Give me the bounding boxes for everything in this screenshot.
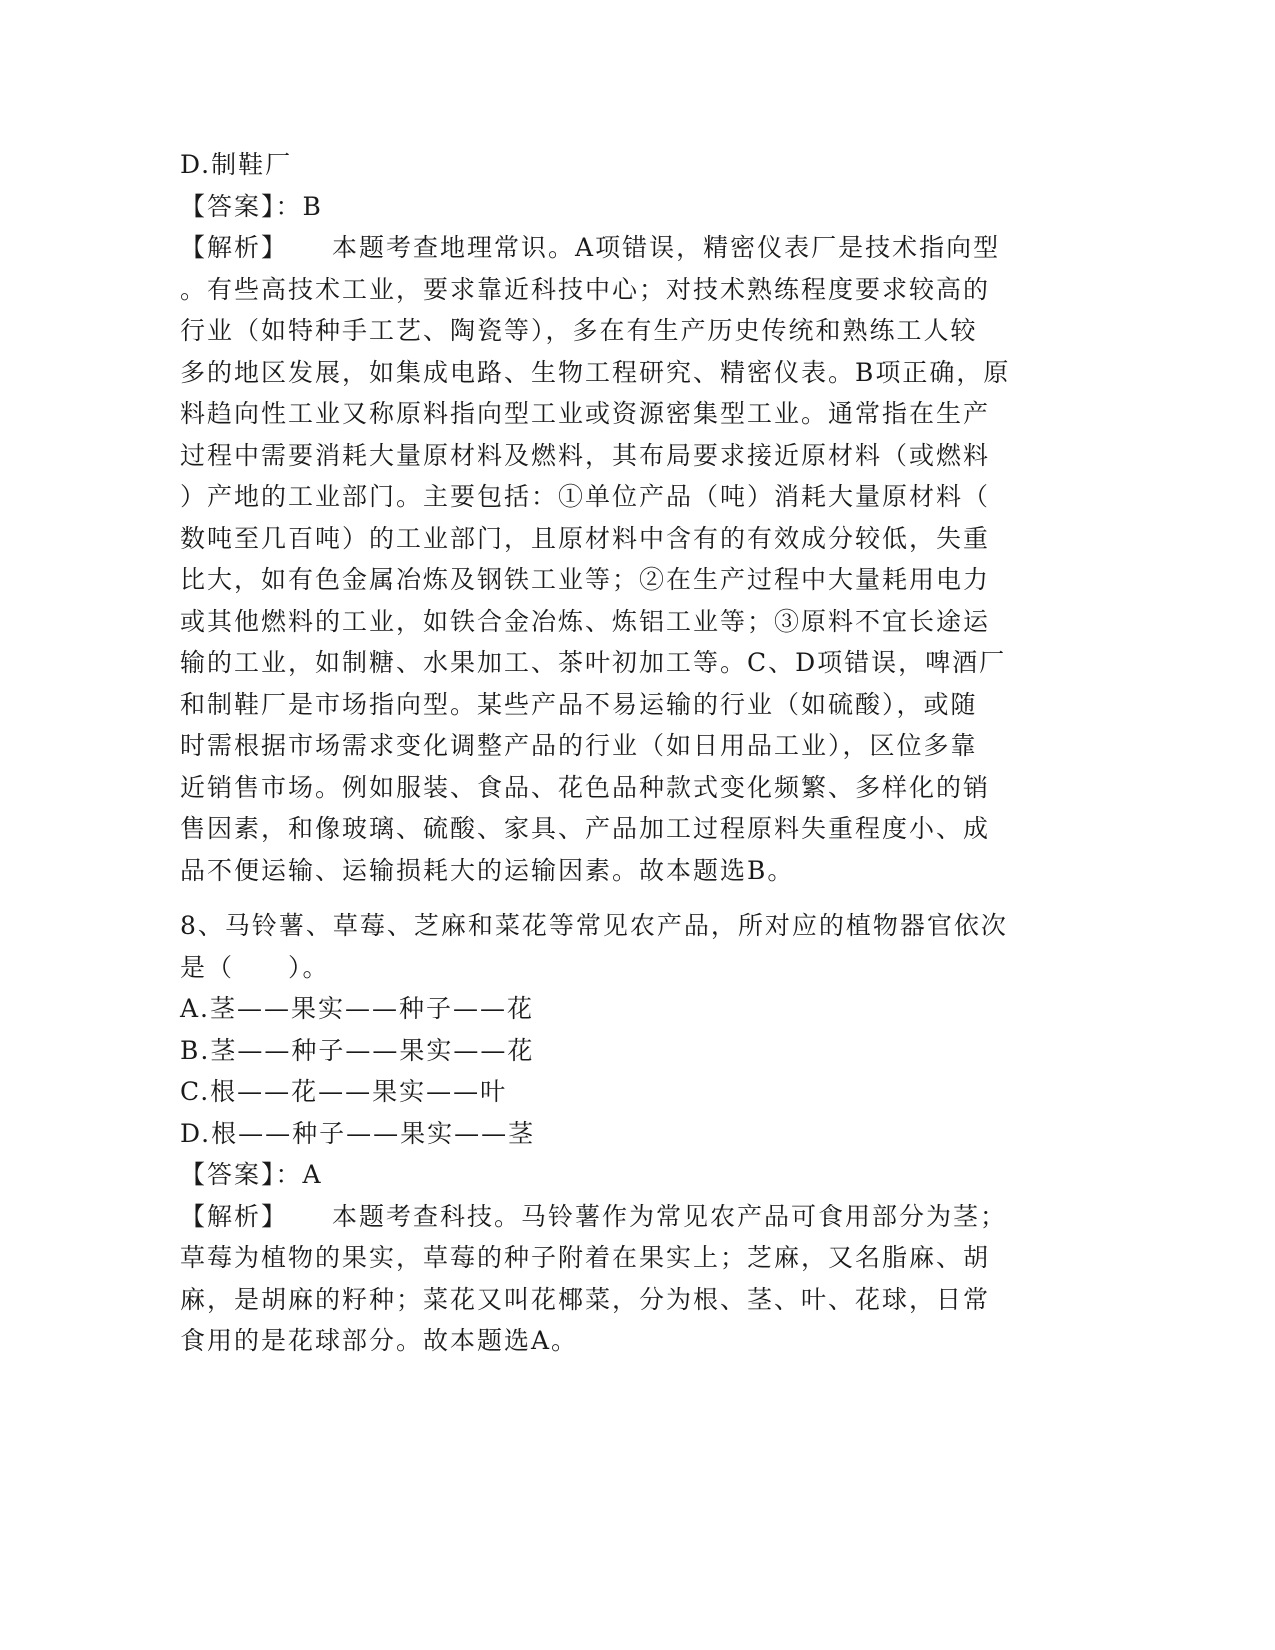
option-c: C.根——花——果实——叶 [180,1077,508,1106]
analysis-text: 输的工业，如制糖、水果加工、茶叶初加工等。C、D项错误，啤酒厂 [180,648,1007,677]
analysis-text: 料趋向性工业又称原料指向型工业或资源密集型工业。通常指在生产 [180,399,991,428]
analysis-label: 【解析】 [180,233,289,262]
answer-label: 【答案】 [180,191,276,221]
analysis-text: 行业（如特种手工艺、陶瓷等），多在有生产历史传统和熟练工人较 [180,316,978,345]
analysis-text: 。有些高技术工业，要求靠近科技中心；对技术熟练程度要求较高的 [180,274,991,304]
analysis-text: 过程中需要消耗大量原材料及燃料，其布局要求接近原材料（或燃料 [180,440,991,470]
question-7-section [180,144,1060,891]
analysis-text: 近销售市场。例如服装、食品、花色品种款式变化频繁、多样化的销 [180,772,991,802]
analysis-text: 数吨至几百吨）的工业部门，且原材料中含有的有效成分较低，失重 [180,523,991,553]
analysis-text: 本题考查科技。马铃薯作为常见农产品可食用部分为茎； [332,1201,1008,1231]
analysis-text: 麻，是胡麻的籽种；菜花又叫花椰菜，分为根、茎、叶、花球，日常 [180,1284,991,1314]
document-page [180,144,1060,1362]
answer-line [180,1154,1060,1196]
question-8-section [180,905,1060,1362]
analysis-text: ）产地的工业部门。主要包括：①单位产品（吨）消耗大量原材料（ [180,482,991,511]
analysis-text: 食用的是花球部分。故本题选A。 [180,1326,579,1355]
analysis-line [180,1196,1060,1238]
option-d: D.根——种子——果实——茎 [180,1118,536,1148]
analysis-text: 比大，如有色金属冶炼及钢铁工业等；②在生产过程中大量耗用电力 [180,565,991,594]
answer-label: 【答案】 [180,1160,276,1189]
option-b: B.茎——种子——果实——花 [180,1035,535,1065]
question-stem: 是（ ）。 [180,952,330,982]
analysis-text: 品不便运输、运输损耗大的运输因素。故本题选B。 [180,855,795,885]
answer-value: ：B [275,191,323,221]
analysis-text: 和制鞋厂是市场指向型。某些产品不易运输的行业（如硫酸），或随 [180,689,978,719]
option-d: D.制鞋厂 [180,150,293,179]
analysis-label: 【解析】 [180,1201,289,1231]
analysis-text: 时需根据市场需求变化调整产品的行业（如日用品工业），区位多靠 [180,731,978,760]
question-stem: 8、马铃薯、草莓、芝麻和菜花等常见农产品，所对应的植物器官依次 [180,911,1008,940]
option-a: A.茎——果实——种子——花 [180,994,535,1023]
analysis-text: 或其他燃料的工业，如铁合金冶炼、炼铝工业等；③原料不宜长途运 [180,606,991,636]
analysis-line [180,227,1060,269]
answer-line [180,186,1060,228]
analysis-text: 草莓为植物的果实，草莓的种子附着在果实上；芝麻，又名脂麻、胡 [180,1243,991,1272]
analysis-text: 售因素，和像玻璃、硫酸、家具、产品加工过程原料失重程度小、成 [180,814,991,843]
analysis-text: 本题考查地理常识。A项错误，精密仪表厂是技术指向型 [332,233,1001,262]
answer-value: ：A [275,1160,323,1189]
analysis-text: 多的地区发展，如集成电路、生物工程研究、精密仪表。B项正确，原 [180,357,1011,387]
